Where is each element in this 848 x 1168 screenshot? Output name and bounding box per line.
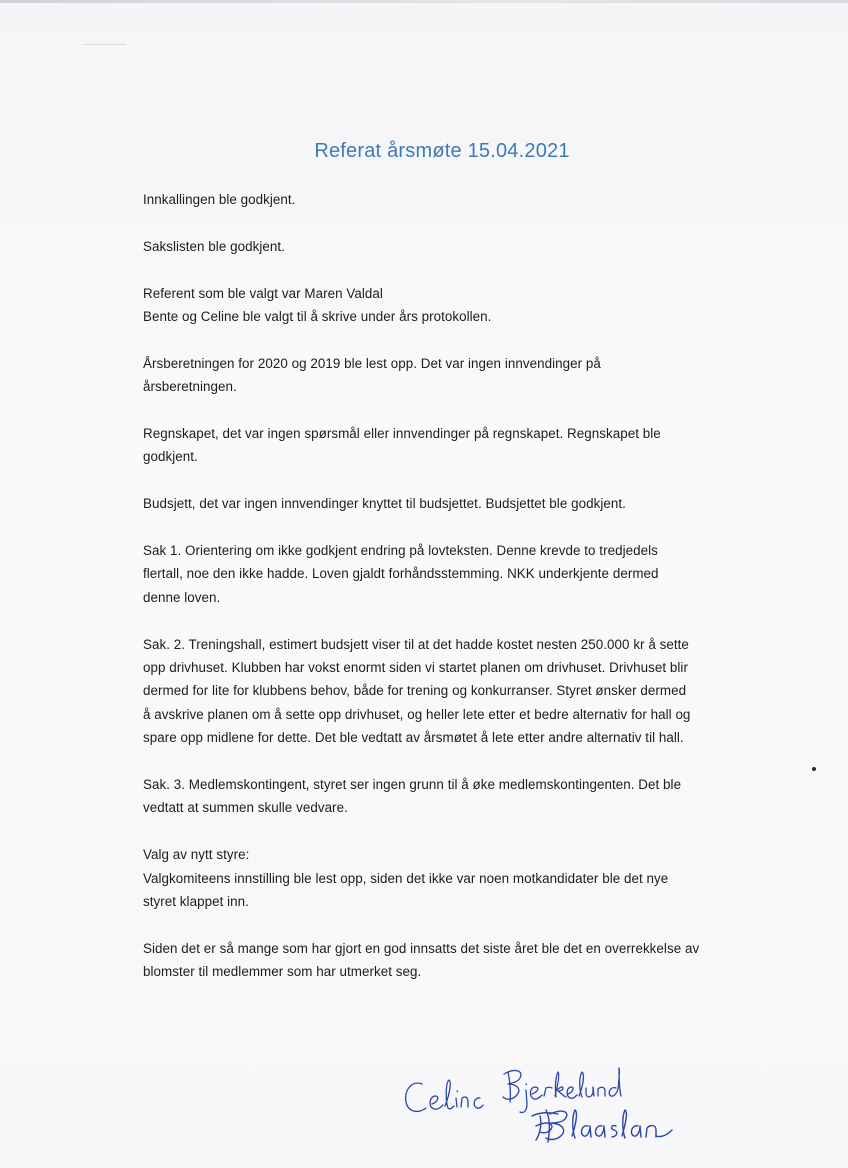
paragraph-line: vedtatt at summen skulle vedvare. <box>143 800 348 816</box>
paragraph <box>143 937 783 984</box>
paragraph-line: Budsjett, det var ingen innvendinger knyttet til budsjettet. Budsjettet ble godkjent. <box>143 496 626 512</box>
paragraph <box>143 352 783 399</box>
paper-top-edge <box>0 0 848 3</box>
signatures <box>400 1060 730 1150</box>
paragraph-line: denne loven. <box>143 589 221 605</box>
paragraph-line: dermed for lite for klubbens behov, både for trening og konkurranser. Styret ønsker dermed <box>143 683 687 699</box>
paragraph-line: Referent som ble valgt var Maren Valdal <box>143 285 383 301</box>
paragraph-line: flertall, noe den ikke hadde. Loven gjaldt forhåndsstemming. NKK underkjente dermed <box>143 566 659 582</box>
paragraph <box>143 235 783 258</box>
signature-celine-bjerkelund <box>406 1068 621 1113</box>
paragraph-line: Sakslisten ble godkjent. <box>143 238 285 254</box>
paragraph-line: opp drivhuset. Klubben har vokst enormt siden vi startet planen om drivhuset. Drivhuset blir <box>143 660 688 676</box>
paragraph-line: Sak 1. Orientering om ikke godkjent endring på lovteksten. Denne krevde to tredjedels <box>143 543 658 558</box>
document-title: Referat årsmøte 15.04.2021 <box>314 140 570 162</box>
paragraph <box>143 422 783 469</box>
paragraph-line: Årsberetningen for 2020 og 2019 ble lest opp. Det var ingen innvendinger på <box>143 355 601 371</box>
paragraph-line: styret klappet inn. <box>143 894 249 910</box>
paragraph <box>143 539 783 609</box>
paper-speck <box>812 767 816 771</box>
paragraph-line: å avskrive planen om å sette opp drivhuset, og heller lete etter et bedre alternativ for hall og <box>143 706 691 722</box>
paragraph-line: spare opp midlene for dette. Det ble vedtatt av årsmøtet å lete etter andre alternativ til hall. <box>143 730 684 746</box>
paragraph <box>143 633 783 750</box>
paragraph-line: godkjent. <box>143 449 198 465</box>
paragraph-line: Valg av nytt styre: <box>143 847 250 863</box>
signature-second <box>532 1110 672 1142</box>
paragraph <box>143 843 783 913</box>
document-body <box>143 188 783 1007</box>
paragraph-line: årsberetningen. <box>143 379 237 395</box>
paragraph-line: Sak. 3. Medlemskontingent, styret ser ingen grunn til å øke medlemskontingenten. Det ble <box>143 777 682 793</box>
paragraph <box>143 188 783 211</box>
paragraph-line: Siden det er så mange som har gjort en god innsatts det siste året ble det en overrekkelse av <box>143 940 700 956</box>
paragraph-line: Innkallingen ble godkjent. <box>143 192 296 207</box>
paragraph-line: Sak. 2. Treningshall, estimert budsjett viser til at det hadde kostet nesten 250.000 kr å sette <box>143 636 689 652</box>
paragraph-line: blomster til medlemmer som har utmerket seg. <box>143 964 422 980</box>
paper-mark <box>84 44 126 45</box>
paragraph <box>143 492 783 515</box>
paragraph <box>143 773 783 820</box>
paragraph-line: Bente og Celine ble valgt til å skrive under års protokollen. <box>143 309 492 324</box>
paragraph-line: Valgkomiteens innstilling ble lest opp, siden det ikke var noen motkandidater ble det nye <box>143 870 669 886</box>
paragraph-line: Regnskapet, det var ingen spørsmål eller innvendinger på regnskapet. Regnskapet ble <box>143 426 661 441</box>
paragraph <box>143 282 783 329</box>
